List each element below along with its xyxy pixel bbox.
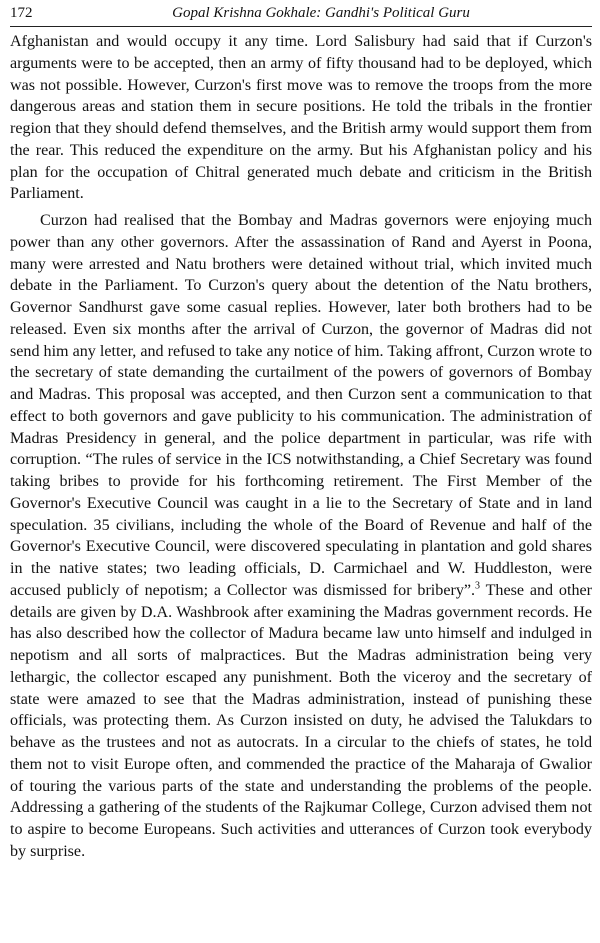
page-number: 172 (10, 5, 33, 21)
paragraph-2-text-before-note: Curzon had realised that the Bombay and Madras governors were enjoying much power than any other governors. After the assassination of Rand and Ayerst in Poona, many were arrested and Natu brothers were detained without trial, which invited much debate in the Parliament. To Curzon's query about the detention of the Natu brothers, Governor Sandhurst gave some casual replies. However, later both brothers had to be released. Even six months after the arrival of Curzon, the governor of Madras did not send him any letter, and refused to take any notice of him. Taking affront, Curzon wrote to the secretary of state demanding the curtailment of the powers of governors of Bombay and Madras. This proposal was accepted, and then Curzon sent a communication to that effect to both governors and gave publicity to his communication. The administration of Madras Presidency in general, and the police department in particular, was rife with corruption. “The rules of service in the ICS notwithstanding, a Chief Secretary was found taking bribes to provide for his forthcoming retirement. The First Member of the Governor's Executive Council was caught in a lie to the Secretary of State and in land speculation. 35 civilians, including the whole of the Board of Revenue and half of the Governor's Executive Council, were discovered speculating in plantation and gold shares in the native states; two leading officials, D. Carmichael and W. Huddleston, were accused publicly of nepotism; a Collector was dismissed for bribery”. (10, 212, 592, 599)
body-text (10, 31, 592, 863)
paragraph-2 (10, 210, 592, 863)
paragraph-2-text-after-note: These and other details are given by D.A. Washbrook after examining the Madras government records. He has also described how the collector of Madura became law unto himself and indulged in nepotism and all sorts of malpractices. But the Madras administration being very lethargic, the collector escaped any punishment. Both the viceroy and the secretary of state were amazed to see that the Madras administration, instead of punishing these officials, was protecting them. As Curzon insisted on duty, he advised the Talukdars to behave as the trustees and not as autocrats. In a circular to the chiefs of states, he told them not to visit Europe often, and commended the practice of the Maharaja of Gwalior of touring the various parts of the state and understanding the problems of the people. Addressing a gathering of the students of the Rajkumar College, Curzon advised them not to aspire to become Europeans. Such activities and utterances of Curzon took everybody by surprise. (10, 581, 592, 860)
paragraph-1: Afghanistan and would occupy it any time. Lord Salisbury had said that if Curzon's arguments were to be accepted, then an army of fifty thousand had to be deployed, which was not possible. However, Curzon's first move was to remove the troops from the more dangerous areas and station them in secure positions. He told the tribals in the frontier region that they should defend themselves, and the British army would support them from the rear. This reduced the expenditure on the army. But his Afghanistan policy and his plan for the occupation of Chitral generated much debate and criticism in the British Parliament. (10, 33, 592, 203)
running-head (10, 4, 592, 27)
running-title: Gopal Krishna Gokhale: Gandhi's Political Guru (172, 5, 470, 21)
footnote-reference: 3 (475, 580, 481, 592)
